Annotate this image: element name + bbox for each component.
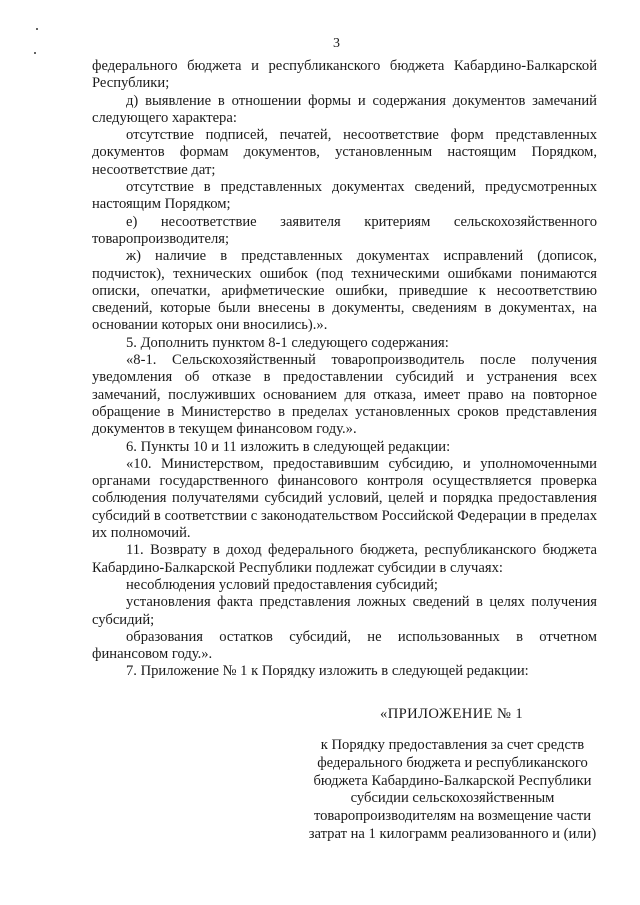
appendix-subtitle-line: бюджета Кабардино-Балкарской Республики	[313, 772, 592, 789]
appendix-subtitle-line: товаропроизводителям на возмещение части	[313, 808, 592, 825]
appendix-subtitle-line: к Порядку предоставления за счет средств	[320, 737, 585, 753]
scan-speck	[34, 52, 36, 54]
paragraph: отсутствие в представленных документах сведений, предусмотренных настоящим Порядком;	[92, 179, 597, 213]
paragraph: несоблюдения условий предоставления субсидий;	[126, 576, 438, 593]
paragraph: федерального бюджета и республиканского бюджета Кабардино-Балкарской Республики;	[92, 58, 597, 92]
paragraph: 5. Дополнить пунктом 8-1 следующего содержания:	[126, 334, 449, 351]
paragraph: отсутствие подписей, печатей, несоответствие форм представленных документов формам документов, установленным настоящим Порядком, несоответствие дат;	[92, 127, 597, 178]
appendix-title: «ПРИЛОЖЕНИЕ № 1	[380, 706, 524, 722]
document-body	[92, 58, 597, 681]
paragraph: установления факта представления ложных сведений в целях получения субсидий;	[92, 594, 597, 628]
paragraph: д) выявление в отношении формы и содержания документов замечаний следующего характера:	[92, 92, 597, 126]
appendix-subtitle-line: субсидии сельскохозяйственным	[350, 790, 555, 807]
appendix-subtitle	[300, 737, 605, 844]
appendix-subtitle-line: затрат на 1 килограмм реализованного и (или)	[308, 825, 597, 842]
paragraph: «10. Министерством, предоставившим субсидию, и уполномоченными органами государственного финансового контроля осуществляется проверка соблюдения получателями субсидий условий, целей и порядка предоставления субсидий в соответствии с законодательством Российской Федерации в пределах их полномочий.	[92, 455, 597, 542]
paragraph: 11. Возврату в доход федерального бюджета, республиканского бюджета Кабардино-Балкарской Республики подлежат субсидии в случаях:	[92, 542, 597, 576]
paragraph: е) несоответствие заявителя критериям сельскохозяйственного товаропроизводителя;	[92, 213, 597, 247]
page-number: 3	[333, 36, 340, 51]
appendix-subtitle-line: федерального бюджета и республиканского	[317, 754, 588, 771]
paragraph: 7. Приложение № 1 к Порядку изложить в следующей редакции:	[126, 663, 529, 680]
paragraph: 6. Пункты 10 и 11 изложить в следующей редакции:	[126, 438, 451, 455]
paragraph: ж) наличие в представленных документах исправлений (дописок, подчисток), технических ошибок (под техническими ошибками понимаются описки, опечатки, арифметические ошибки, приведшие к несоответствию сведений, которые были внесены в документы, сведениям в документах, на основании которых они вносились).».	[92, 248, 597, 334]
paragraph: «8-1. Сельскохозяйственный товаропроизводитель после получения уведомления об отказе в предоставлении субсидий и устранения всех замечаний, послуживших основанием для отказа, имеет право на повторное обращение в Министерство в пределах установленных сроков представления документов в текущем финансовом году.».	[92, 352, 597, 438]
paragraph: образования остатков субсидий, не использованных в отчетном финансовом году.».	[92, 628, 597, 663]
scan-speck	[36, 28, 38, 30]
